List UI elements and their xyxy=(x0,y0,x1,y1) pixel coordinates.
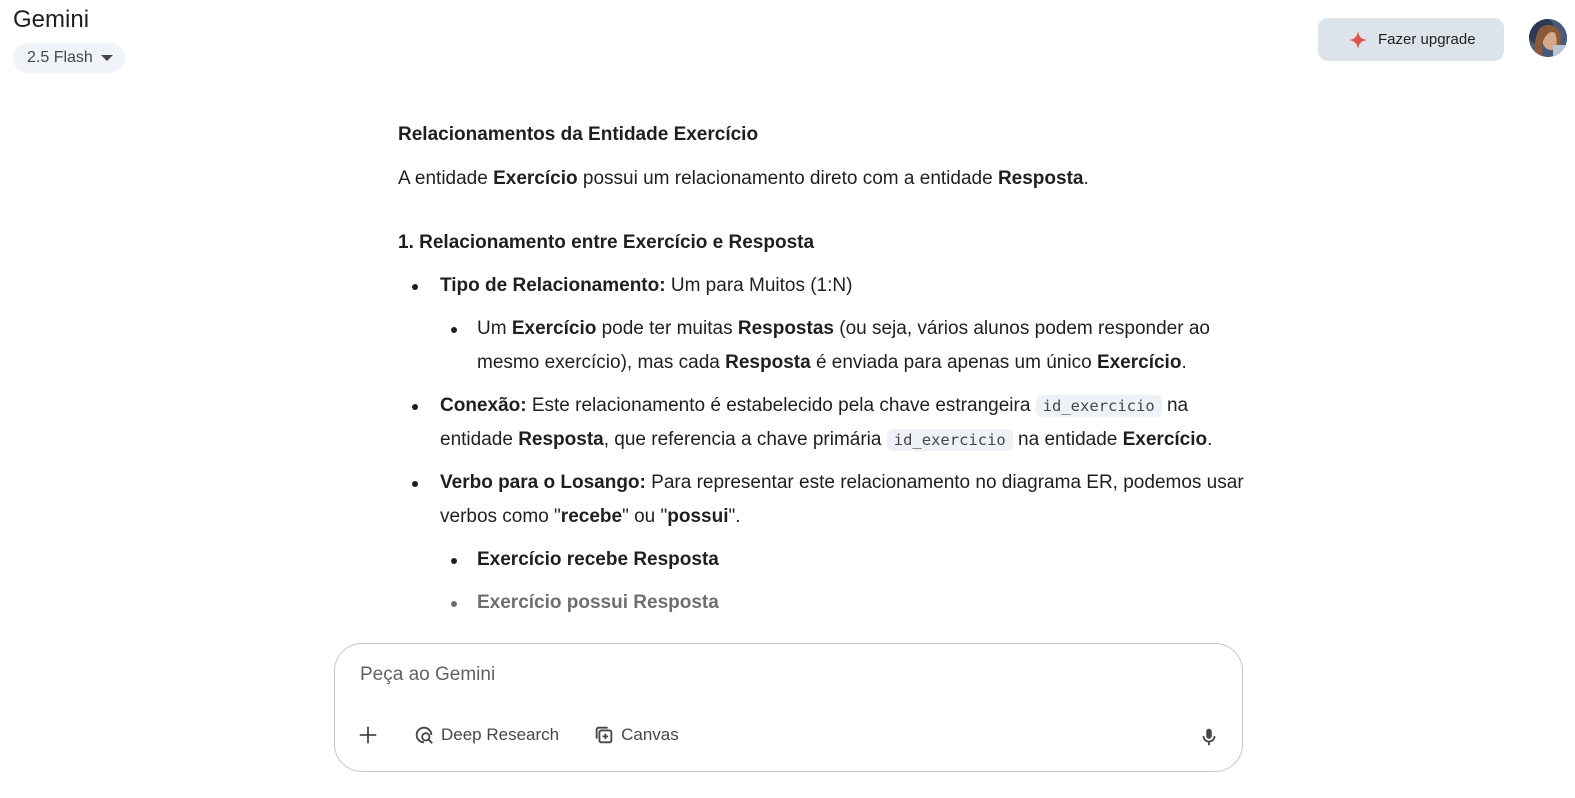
item-text: Para representar este relacionamento no diagrama ER, podemos usar verbos como " xyxy=(440,472,1244,527)
item-text: na entidade xyxy=(440,395,1189,450)
inline-code: id_exercicio xyxy=(887,429,1013,451)
item-text: é enviada para apenas um único xyxy=(810,352,1097,373)
item-text: pode ter muitas xyxy=(596,318,738,339)
model-label: 2.5 Flash xyxy=(27,49,93,66)
tipo-sublist xyxy=(440,312,1248,380)
canvas-button[interactable] xyxy=(593,724,679,746)
plus-icon xyxy=(357,724,379,746)
item-label: Verbo para o Losango: xyxy=(440,472,646,493)
inline-code: id_exercicio xyxy=(1036,395,1162,417)
intro-text: possui um relacionamento direto com a entidade xyxy=(577,168,998,189)
response-heading: Relacionamentos da Entidade Exercício xyxy=(398,124,759,145)
item-text: , que referencia a chave primária xyxy=(603,429,887,450)
list-item-tipo xyxy=(398,269,1248,380)
prompt-composer xyxy=(334,643,1243,772)
item-bold: possui xyxy=(667,506,729,527)
item-bold: Exercício xyxy=(511,318,597,339)
intro-text: . xyxy=(1083,168,1089,189)
item-bold: Resposta xyxy=(518,429,604,450)
list-item-verbo xyxy=(398,466,1248,620)
microphone-icon xyxy=(1198,726,1220,748)
deep-research-button[interactable] xyxy=(413,724,559,746)
item-text: Este relacionamento é estabelecido pela chave estrangeira xyxy=(526,395,1036,416)
item-bold: Exercício xyxy=(1096,352,1182,373)
item-bold: Exercício xyxy=(1122,429,1208,450)
item-text: Um para Muitos (1:N) xyxy=(665,275,853,296)
list-item-verb-example xyxy=(440,543,1248,577)
item-text: na entidade xyxy=(1012,429,1123,450)
deep-research-label: Deep Research xyxy=(441,725,560,744)
caret-down-icon xyxy=(101,55,113,61)
item-text: . xyxy=(1181,352,1187,373)
prompt-input[interactable] xyxy=(360,664,1180,686)
intro-text: A entidade xyxy=(398,168,494,189)
canvas-label: Canvas xyxy=(621,725,679,744)
item-bold: Resposta xyxy=(725,352,811,373)
canvas-icon xyxy=(593,724,615,746)
item-bold: Respostas xyxy=(737,318,834,339)
item-text: " ou " xyxy=(622,506,668,527)
deep-research-icon xyxy=(413,724,435,746)
avatar[interactable] xyxy=(1529,19,1567,57)
item-label: Tipo de Relacionamento: xyxy=(440,275,666,296)
composer-toolbar xyxy=(357,724,679,746)
item-text: Um xyxy=(477,318,512,339)
add-button[interactable] xyxy=(357,724,379,746)
user-photo-icon xyxy=(1529,19,1567,57)
list-item-verb-example xyxy=(440,586,1248,620)
item-text: . xyxy=(1207,429,1213,450)
response-content xyxy=(398,118,1248,620)
section-title: 1. Relacionamento entre Exercício e Resposta xyxy=(398,232,815,253)
microphone-button[interactable] xyxy=(1198,726,1220,753)
verb-example: Exercício recebe Resposta xyxy=(477,549,719,570)
item-text: (ou seja, vários alunos podem responder ao mesmo exercício), mas cada xyxy=(477,318,1210,373)
upgrade-label: Fazer upgrade xyxy=(1378,31,1476,48)
intro-bold: Resposta xyxy=(997,168,1084,189)
intro-bold: Exercício xyxy=(493,168,578,189)
verbo-sublist xyxy=(440,543,1248,620)
relationship-list xyxy=(398,269,1248,620)
app-title: Gemini xyxy=(13,6,90,33)
upgrade-button[interactable] xyxy=(1318,18,1504,61)
list-item-conexao xyxy=(398,389,1248,457)
item-bold: recebe xyxy=(560,506,623,527)
item-label: Conexão: xyxy=(440,395,527,416)
intro-paragraph xyxy=(398,162,1248,196)
item-text: ". xyxy=(728,506,741,527)
sparkle-icon xyxy=(1348,30,1368,50)
model-selector[interactable] xyxy=(13,43,125,73)
list-item-tipo-detail xyxy=(440,312,1248,380)
verb-example: Exercício possui Resposta xyxy=(477,592,719,613)
